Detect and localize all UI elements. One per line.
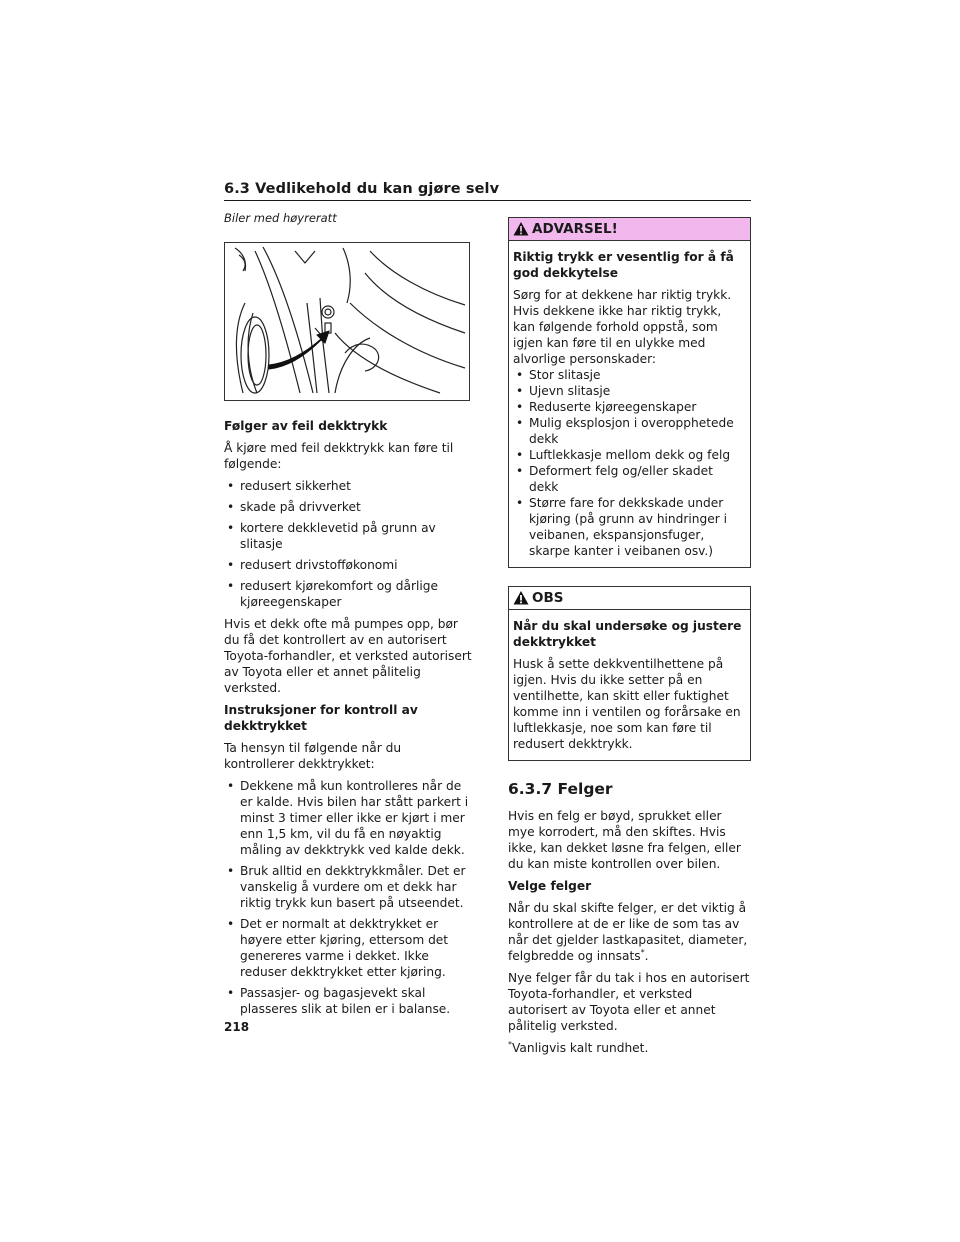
warning-triangle-icon xyxy=(513,221,529,237)
instructions-intro: Ta hensyn til følgende når du kontrollerer dekktrykket: xyxy=(224,741,402,771)
warning-box xyxy=(508,217,751,568)
list-item: • Det er normalt at dekktrykket er høyere etter kjøring, ettersom det genereres varme i dekket. Ikke reduser dekktrykket etter kjøring. xyxy=(224,916,474,980)
list-item: • skade på drivverket xyxy=(224,499,474,515)
caution-triangle-icon xyxy=(513,590,529,606)
footnote xyxy=(508,1040,751,1056)
consequences-list xyxy=(224,478,474,610)
consequences-intro: Å kjøre med feil dekktrykk kan føre til følgende: xyxy=(224,441,454,471)
car-door-illustration xyxy=(224,242,470,401)
list-item: • Reduserte kjøreegenskaper xyxy=(513,399,746,415)
car-door-tire-pressure-label-icon xyxy=(225,243,469,400)
list-item: • Passasjer- og bagasjevekt skal plasseres slik at bilen er i balanse. xyxy=(224,985,474,1017)
warning-intro: Sørg for at dekkene har riktig trykk. Hvis dekkene ikke har riktig trykk, kan følgende forhold oppstå, som igjen kan føre til en ulykke med alvorlige personskader: xyxy=(513,288,732,366)
consequences-heading: Følger av feil dekktrykk xyxy=(224,419,388,433)
list-item: • Mulig eksplosjon i overopphetede dekk xyxy=(513,415,746,447)
left-column xyxy=(224,210,474,1023)
footnote-marker: * xyxy=(640,947,645,957)
consequences-outro: Hvis et dekk ofte må pumpes opp, bør du få det kontrollert av en autorisert Toyota-forhandler, et verksted autorisert av Toyota eller et annet pålitelig verksted. xyxy=(224,617,472,695)
list-item: • Deformert felg og/eller skadet dekk xyxy=(513,463,746,495)
obs-header xyxy=(509,587,750,610)
list-item: • redusert drivstofføkonomi xyxy=(224,557,474,573)
list-item: • redusert sikkerhet xyxy=(224,478,474,494)
list-item: • kortere dekklevetid på grunn av slitasje xyxy=(224,520,474,552)
warning-list xyxy=(513,367,746,559)
footnote-text: Vanligvis kalt rundhet. xyxy=(512,1041,649,1055)
footnote-marker: * xyxy=(508,1039,512,1049)
list-item: • Større fare for dekkskade under kjøring (på grunn av hindringer i veibanen, ekspansjonsfuger, skarpe kanter i veibanen osv.) xyxy=(513,495,746,559)
list-item: • Dekkene må kun kontrolleres når de er kalde. Hvis bilen har stått parkert i minst 3 timer eller ikke er kjørt i mer enn 1,5 km, vil du få en nøyaktig måling av dekktrykk ved kalde dekk. xyxy=(224,778,474,858)
velge-felger-heading: Velge felger xyxy=(508,879,592,893)
page-number: 218 xyxy=(224,1020,250,1034)
warning-body xyxy=(509,241,750,567)
warning-heading: Riktig trykk er vesentlig for å få god dekkytelse xyxy=(513,250,734,280)
instructions-list xyxy=(224,778,474,1017)
section-header xyxy=(224,178,751,201)
figure-caption: Biler med høyreratt xyxy=(224,211,337,225)
new-rims-text: Nye felger får du tak i hos en autorisert Toyota-forhandler, et verksted autorisert av Toyota eller et annet pålitelig verksted. xyxy=(508,971,750,1033)
obs-text: Husk å sette dekkventilhettene på igjen. Hvis du ikke setter på en ventilhette, kan skitt eller fuktighet komme inn i ventilen og forårsake en luftlekkasje, noe som kan føre til redusert dekktrykk. xyxy=(513,657,741,751)
section-title: 6.3 Vedlikehold du kan gjøre selv xyxy=(224,181,500,197)
velge-felger-text xyxy=(508,900,751,964)
list-item: • Luftlekkasje mellom dekk og felg xyxy=(513,447,746,463)
list-item: • Ujevn slitasje xyxy=(513,383,746,399)
obs-body xyxy=(509,610,750,760)
list-item: • redusert kjørekomfort og dårlige kjøreegenskaper xyxy=(224,578,474,610)
velge-felger-body: Når du skal skifte felger, er det viktig å kontrollere at de er like de som tas av når det gjelder lastkapasitet, diameter, felgbredde og innsats xyxy=(508,901,748,963)
felger-heading: 6.3.7 Felger xyxy=(508,780,613,798)
warning-header xyxy=(509,218,750,241)
sentence-end: . xyxy=(644,949,649,963)
warning-title: ADVARSEL! xyxy=(532,221,618,237)
obs-heading: Når du skal undersøke og justere dekktrykket xyxy=(513,619,742,649)
list-item: • Bruk alltid en dekktrykkmåler. Det er vanskelig å vurdere om et dekk har riktig trykk kun basert på utseendet. xyxy=(224,863,474,911)
right-column xyxy=(508,217,751,1062)
list-item: • Stor slitasje xyxy=(513,367,746,383)
obs-title: OBS xyxy=(532,590,564,606)
instructions-heading: Instruksjoner for kontroll av dekktrykket xyxy=(224,703,418,733)
obs-box xyxy=(508,586,751,761)
felger-intro: Hvis en felg er bøyd, sprukket eller mye korrodert, må den skiftes. Hvis ikke, kan dekket løsne fra felgen, eller du kan miste kontrollen over bilen. xyxy=(508,809,741,871)
